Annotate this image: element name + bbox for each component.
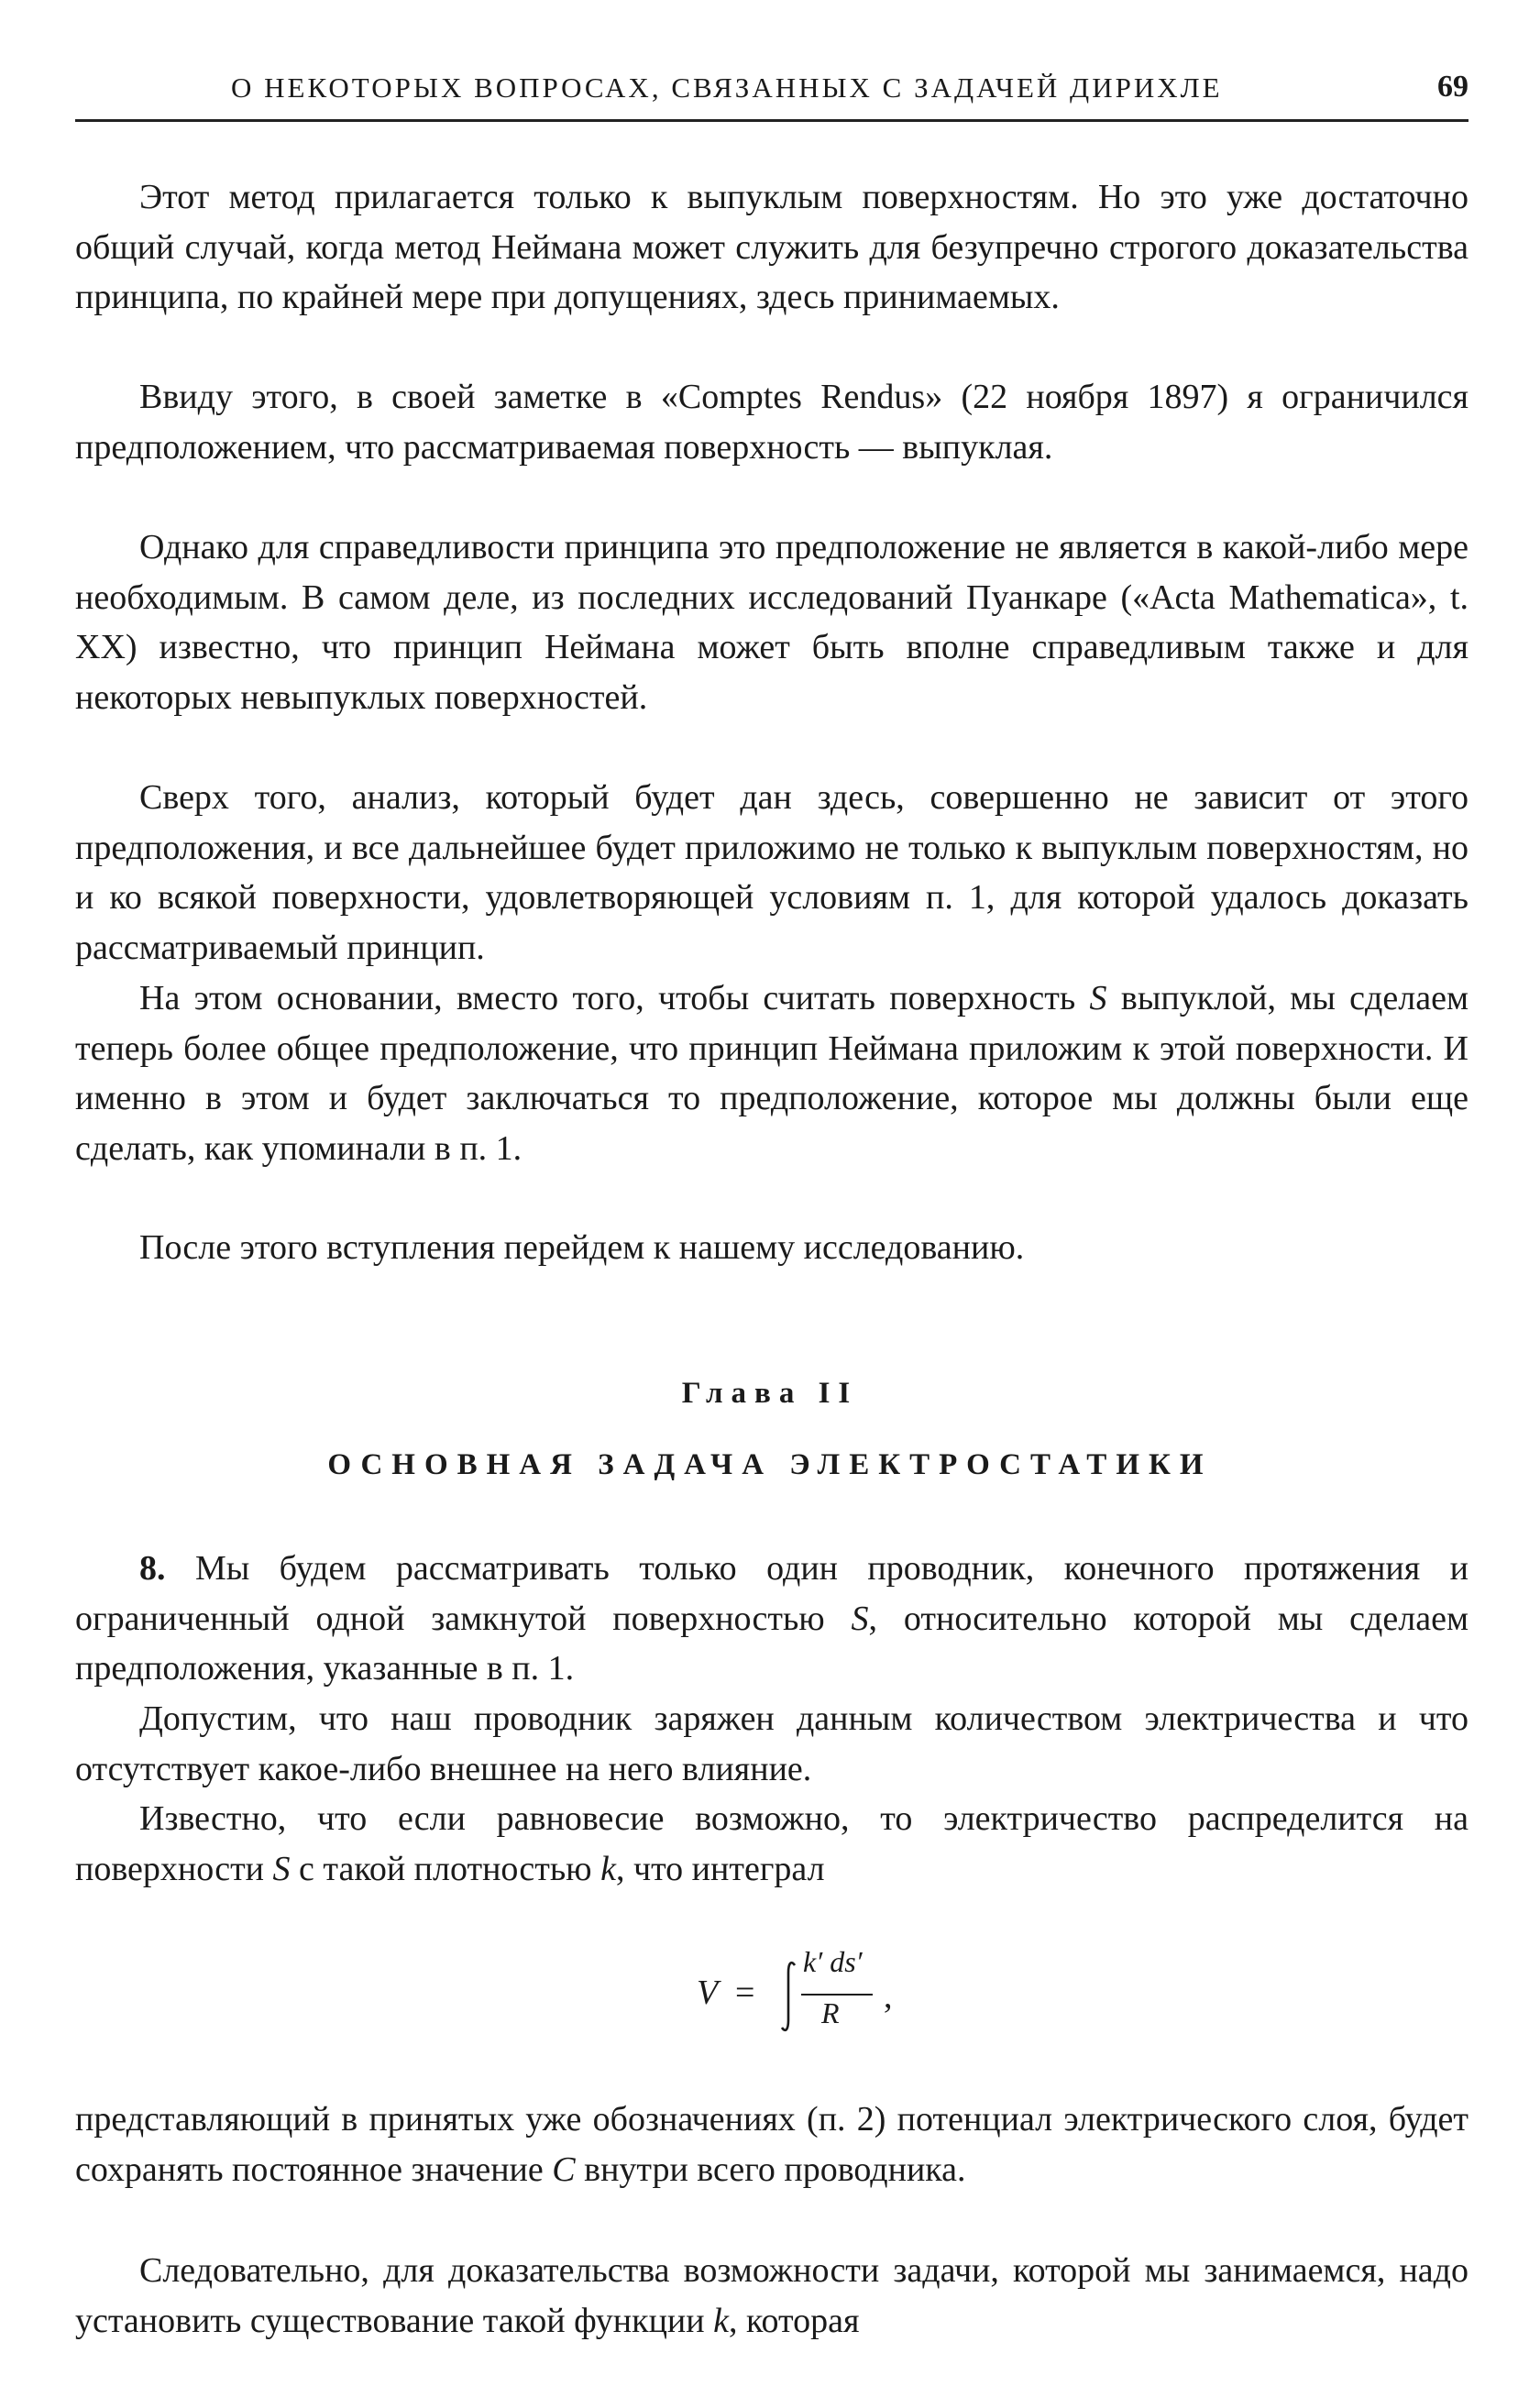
text-fragment: На этом основании, вместо того, чтобы считать поверхность bbox=[139, 979, 1076, 1017]
page-number: 69 bbox=[1437, 70, 1468, 104]
section-number: 8. bbox=[139, 1549, 166, 1588]
formula-denominator: R bbox=[821, 1996, 840, 2029]
paragraph-independence: Сверх того, анализ, который будет дан здесь, совершенно не зависит от этого предположения, и все дальнейшее будет приложимо не только к выпуклым поверхностям, но и ко всякой поверхности, удовлетворяющей условиям п. 1, для которой удалось доказать рассматриваемый принцип. bbox=[75, 778, 1468, 967]
text-fragment: , что интеграл bbox=[615, 1849, 825, 1888]
running-header bbox=[75, 64, 1468, 122]
text-fragment: , относительно которой мы сделаем предположения, указанные в п. 1. bbox=[75, 1599, 1468, 1688]
paragraph-poincare: Однако для справедливости принципа это предположение не является в какой-либо мере необходимым. В самом деле, из последних исследований Пуанкаре («Acta Mathematica», t. XX) известно, что принцип Неймана может быть вполне справедливым также и для некоторых невыпуклых поверхностей. bbox=[75, 528, 1468, 717]
fraction-bar bbox=[801, 1994, 873, 1996]
variable-s: S bbox=[272, 1849, 291, 1888]
paragraph-equilibrium bbox=[75, 1794, 1468, 1894]
paragraph-comptes-rendus: Ввиду этого, в своей заметке в «Comptes Rendus» (22 ноября 1897) я ограничился предположением, что рассматриваемая поверхность — выпуклая. bbox=[75, 378, 1468, 467]
paragraph-neumann-assumption bbox=[75, 973, 1468, 1173]
text-fragment: представляющий в принятых уже обозначениях (п. 2) потенциал электрического слоя, будет сохранять постоянное значение bbox=[75, 2100, 1468, 2189]
paragraph-convex-method: Этот метод прилагается только к выпуклым поверхностям. Но это уже достаточно общий случай, когда метод Неймана может служить для безупречно строгого доказательства принципа, по крайней мере при допущениях, здесь принимаемых. bbox=[75, 178, 1468, 316]
text-fragment: Мы будем рассматривать только один проводник, конечного протяжения и ограниченный одной замкнутой поверхностью bbox=[75, 1549, 1468, 1638]
text-fragment: с такой плотностью bbox=[299, 1849, 592, 1888]
variable-s: S bbox=[851, 1599, 869, 1638]
formula-numerator: k′ ds′ bbox=[803, 1945, 863, 1978]
variable-c: C bbox=[552, 2150, 576, 2189]
variable-k: k bbox=[713, 2301, 729, 2340]
paragraph-potential-layer bbox=[75, 2095, 1468, 2194]
text-fragment: выпуклой, мы сделаем теперь более общее предположение, что принцип Неймана приложим к этой поверхности. И именно в этом и будет заключаться то предположение, которое мы должны были еще сделать, как упоминали в п. 1. bbox=[75, 979, 1468, 1168]
text-fragment: Известно, что если равновесие возможно, то электричество распределится на поверхности bbox=[75, 1799, 1468, 1888]
paragraph-section-8 bbox=[75, 1544, 1468, 1694]
chapter-label: Глава II bbox=[681, 1377, 859, 1410]
formula-equals: = bbox=[735, 1974, 755, 2012]
variable-s: S bbox=[1089, 979, 1107, 1017]
formula-lhs: V bbox=[697, 1974, 719, 2012]
paragraph-charged-conductor: Допустим, что наш проводник заряжен данным количеством электричества и что отсутствует какое-либо внешнее на него влияние. bbox=[75, 1699, 1468, 1788]
variable-k: k bbox=[600, 1849, 616, 1888]
potential-formula bbox=[697, 1943, 972, 2044]
text-fragment: внутри всего проводника. bbox=[584, 2150, 966, 2189]
paragraph-existence bbox=[75, 2246, 1468, 2346]
chapter-title: ОСНОВНАЯ ЗАДАЧА ЭЛЕКТРОСТАТИКИ bbox=[327, 1448, 1213, 1481]
paragraph-transition: После этого вступления перейдем к нашему исследованию. bbox=[139, 1228, 1025, 1267]
formula-comma: , bbox=[884, 1977, 893, 2016]
integral-sign-icon bbox=[779, 1960, 798, 2033]
running-title: О НЕКОТОРЫХ ВОПРОСАХ, СВЯЗАННЫХ С ЗАДАЧЕЙ ДИРИХЛЕ bbox=[231, 71, 1223, 104]
text-fragment: Следовательно, для доказательства возможности задачи, которой мы занимаемся, надо установить существование такой функции bbox=[75, 2251, 1468, 2340]
text-fragment: , которая bbox=[728, 2301, 860, 2340]
